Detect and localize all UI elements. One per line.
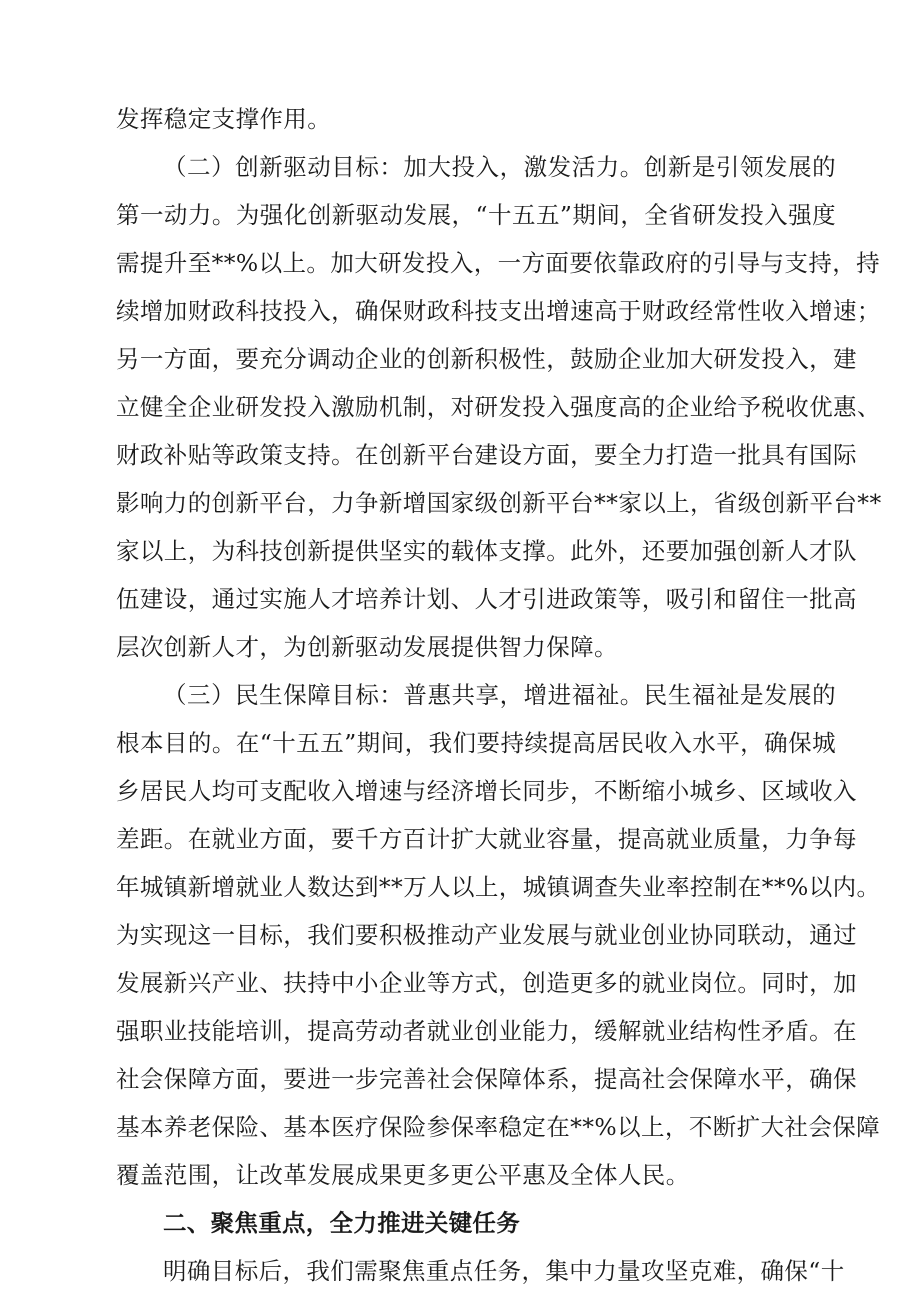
paragraph-line: 明确目标后，我们需聚焦重点任务，集中力量攻坚克难，确保“十 [163, 1257, 845, 1285]
paragraph-line: 立健全企业研发投入激励机制，对研发投入强度高的企业给予税收优惠、 [116, 393, 881, 421]
paragraph-line: 家以上，为科技创新提供坚实的载体支撑。此外，还要加强创新人才队 [116, 537, 857, 565]
paragraph-line: 根本目的。在“十五五”期间，我们要持续提高居民收入水平，确保城 [116, 729, 836, 757]
paragraph-line: 影响力的创新平台，力争新增国家级创新平台**家以上，省级创新平台** [116, 489, 882, 517]
paragraph-line: （三）民生保障目标：普惠共享，增进福祉。民生福祉是发展的 [163, 681, 836, 709]
paragraph-line: 发展新兴产业、扶持中小企业等方式，创造更多的就业岗位。同时，加 [116, 969, 857, 997]
paragraph-line: 发挥稳定支撑作用。 [116, 105, 332, 133]
paragraph-line: 为实现这一目标，我们要积极推动产业发展与就业创业协同联动，通过 [116, 921, 857, 949]
paragraph-line: 层次创新人才，为创新驱动发展提供智力保障。 [116, 633, 618, 661]
paragraph-line: 另一方面，要充分调动企业的创新积极性，鼓励企业加大研发投入，建 [116, 345, 857, 373]
paragraph-line: 基本养老保险、基本医疗保险参保率稳定在**%以上，不断扩大社会保障 [116, 1113, 881, 1141]
paragraph-line: 强职业技能培训，提高劳动者就业创业能力，缓解就业结构性矛盾。在 [116, 1017, 857, 1045]
paragraph-line: 乡居民人均可支配收入增速与经济增长同步，不断缩小城乡、区域收入 [116, 777, 857, 805]
paragraph-line: 伍建设，通过实施人才培养计划、人才引进政策等，吸引和留住一批高 [116, 585, 857, 613]
section-heading: 二、聚焦重点，全力推进关键任务 [163, 1209, 520, 1237]
paragraph-line: 社会保障方面，要进一步完善社会保障体系，提高社会保障水平，确保 [116, 1065, 857, 1093]
paragraph-line: 第一动力。为强化创新驱动发展，“十五五”期间，全省研发投入强度 [116, 201, 836, 229]
paragraph-line: 需提升至**%以上。加大研发投入，一方面要依靠政府的引导与支持，持 [116, 249, 881, 277]
paragraph-line: 差距。在就业方面，要千方百计扩大就业容量，提高就业质量，力争每 [116, 825, 857, 853]
paragraph-line: 覆盖范围，让改革发展成果更多更公平惠及全体人民。 [116, 1161, 690, 1189]
paragraph-line: 财政补贴等政策支持。在创新平台建设方面，要全力打造一批具有国际 [116, 441, 857, 469]
paragraph-line: （二）创新驱动目标：加大投入，激发活力。创新是引领发展的 [163, 153, 836, 181]
paragraph-line: 续增加财政科技投入，确保财政科技支出增速高于财政经常性收入增速； [116, 297, 881, 325]
paragraph-line: 年城镇新增就业人数达到**万人以上，城镇调查失业率控制在**%以内。 [116, 873, 881, 901]
